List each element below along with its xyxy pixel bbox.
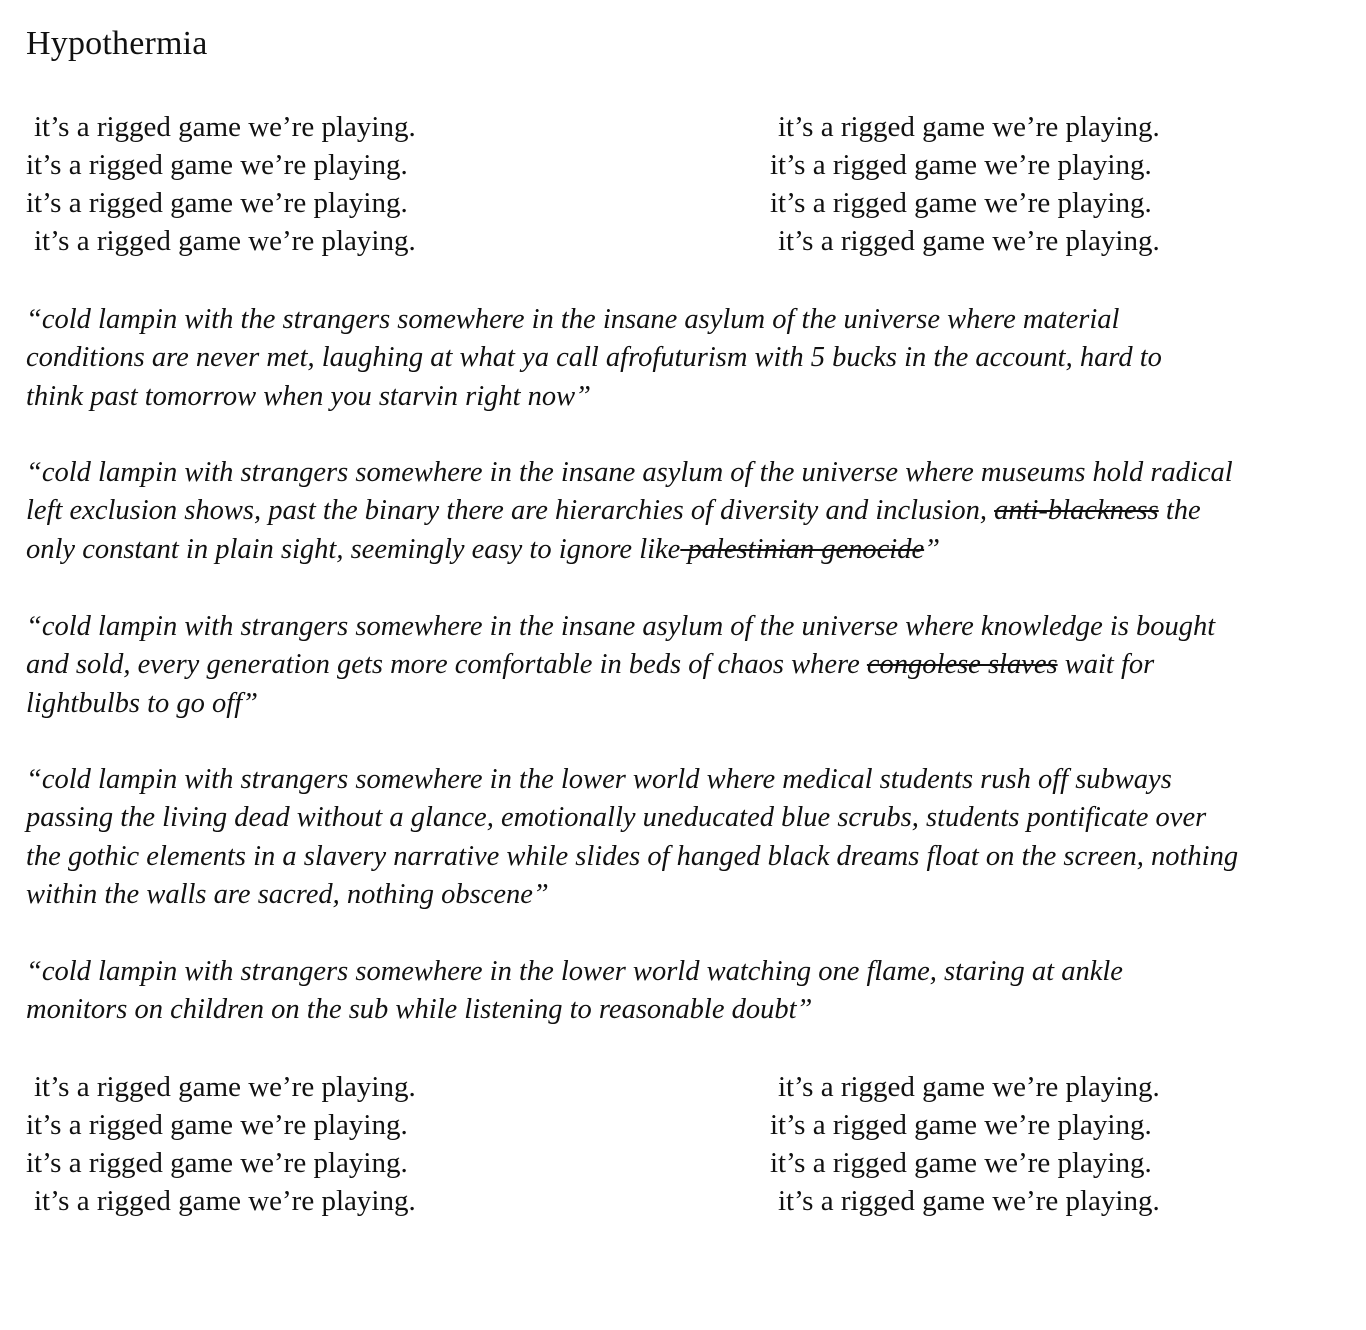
verse-text: “cold lampin with strangers somewhere in the lower world where medical students rush off subways (26, 764, 1172, 795)
refrain-line: it’s a rigged game we’re playing. (778, 1071, 1160, 1103)
verse-3 (26, 608, 1326, 723)
verse-5 (26, 953, 1326, 1030)
verse-line (26, 531, 1326, 569)
verse-line (26, 799, 1326, 837)
verse-line (26, 761, 1326, 799)
verse-text: “cold lampin with the strangers somewhere in the insane asylum of the universe where material (26, 304, 1120, 335)
verse-text: passing the living dead without a glance, emotionally uneducated blue scrubs, students pontificate over (26, 802, 1207, 834)
refrain-line: it’s a rigged game we’re playing. (778, 1185, 1160, 1217)
refrain-line: it’s a rigged game we’re playing. (770, 1147, 1152, 1179)
refrain-line: it’s a rigged game we’re playing. (770, 187, 1152, 219)
verse-text: wait for (1057, 649, 1155, 681)
verse-text: ” (924, 533, 940, 565)
verse-line (26, 378, 1326, 416)
refrain-line: it’s a rigged game we’re playing. (26, 149, 408, 181)
verse-line (26, 953, 1326, 991)
refrain-block-top (0, 108, 1366, 268)
poem-title: Hypothermia (26, 25, 208, 62)
verse-text: within the walls are sacred, nothing obscene” (26, 878, 549, 910)
verse-text: “cold lampin with strangers somewhere in the insane asylum of the universe where knowledge is bought (26, 611, 1216, 642)
struck-through-text: palestinian genocide (680, 533, 925, 565)
refrain-line: it’s a rigged game we’re playing. (34, 111, 416, 143)
verse-line (26, 608, 1326, 646)
refrain-line: it’s a rigged game we’re playing. (26, 187, 408, 219)
refrain-line: it’s a rigged game we’re playing. (778, 111, 1160, 143)
verse-1 (26, 301, 1326, 416)
verse-line (26, 685, 1326, 723)
verse-line (26, 454, 1326, 492)
refrain-line: it’s a rigged game we’re playing. (34, 225, 416, 257)
verse-text: only constant in plain sight, seemingly easy to ignore like (26, 533, 681, 565)
verse-line (26, 492, 1326, 530)
refrain-block-bottom (0, 1068, 1366, 1228)
verse-4 (26, 761, 1326, 914)
verse-text: “cold lampin with strangers somewhere in the lower world watching one flame, staring at ankle (26, 956, 1123, 987)
refrain-line: it’s a rigged game we’re playing. (34, 1185, 416, 1217)
verse-text: the (1158, 495, 1201, 527)
verse-line (26, 991, 1326, 1029)
struck-through-text: congolese slaves (866, 649, 1058, 681)
verse-text: think past tomorrow when you starvin right now” (26, 380, 592, 412)
verse-text: the gothic elements in a slavery narrative while slides of hanged black dreams float on the screen, nothing (26, 840, 1239, 872)
refrain-line: it’s a rigged game we’re playing. (26, 1147, 408, 1179)
refrain-line: it’s a rigged game we’re playing. (26, 1109, 408, 1141)
refrain-line: it’s a rigged game we’re playing. (34, 1071, 416, 1103)
verse-line (26, 301, 1326, 339)
refrain-line: it’s a rigged game we’re playing. (778, 225, 1160, 257)
verse-line (26, 876, 1326, 914)
verse-text: “cold lampin with strangers somewhere in the insane asylum of the universe where museums hold radical (26, 457, 1233, 488)
verse-text: monitors on children on the sub while listening to reasonable doubt” (26, 994, 813, 1026)
verse-text: and sold, every generation gets more comfortable in beds of chaos where (26, 649, 867, 681)
verse-text: left exclusion shows, past the binary there are hierarchies of diversity and inclusion, (26, 495, 995, 527)
verse-line (26, 339, 1326, 377)
struck-through-text: anti-blackness (994, 495, 1159, 527)
verse-line (26, 646, 1326, 684)
verse-text: conditions are never met, laughing at what ya call afrofuturism with 5 bucks in the account, hard to (26, 342, 1162, 374)
verse-text: lightbulbs to go off” (26, 687, 258, 719)
verse-line (26, 838, 1326, 876)
refrain-line: it’s a rigged game we’re playing. (770, 1109, 1152, 1141)
refrain-line: it’s a rigged game we’re playing. (770, 149, 1152, 181)
verse-2 (26, 454, 1326, 569)
